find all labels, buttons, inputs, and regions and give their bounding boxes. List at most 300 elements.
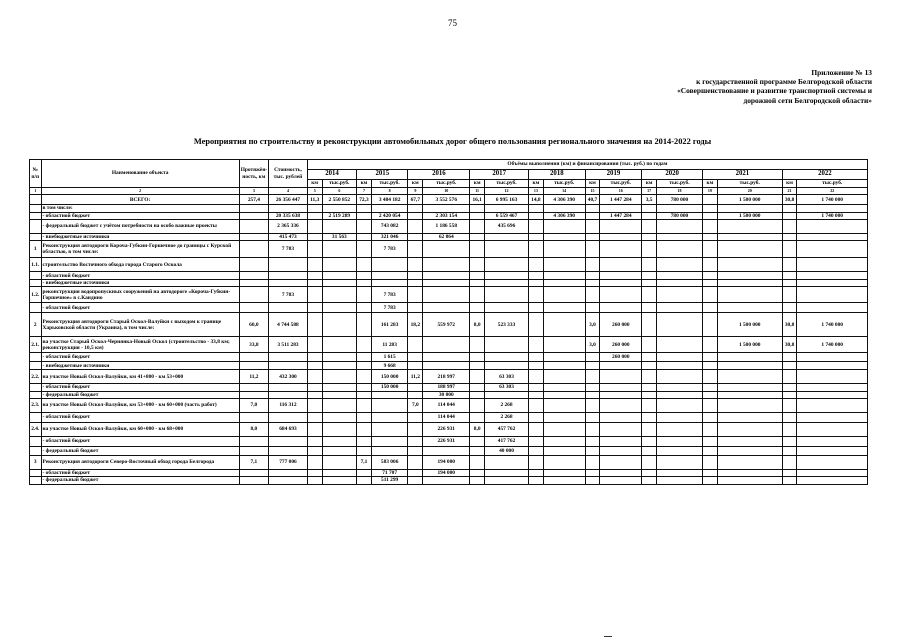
cell-amount (423, 258, 470, 272)
cell-km (470, 447, 485, 456)
row-cost (269, 258, 308, 272)
cell-amount (322, 205, 357, 212)
row-name: - областной бюджет (41, 413, 239, 423)
cell-km (307, 423, 322, 437)
cell-amount: 743 082 (371, 219, 408, 233)
row-number (30, 477, 42, 484)
cell-km (357, 384, 372, 391)
cell-km (408, 477, 423, 484)
cell-km (642, 413, 657, 423)
cell-amount (656, 272, 702, 280)
cell-km (585, 399, 600, 413)
cell-amount (600, 205, 642, 212)
cell-amount (600, 456, 642, 470)
cell-km: 3,5 (642, 195, 657, 205)
cell-km (642, 362, 657, 370)
cell-km (642, 337, 657, 353)
cell-km (585, 212, 600, 219)
cell-km (529, 280, 544, 287)
header-year: 2015 (357, 170, 408, 180)
cell-km (307, 399, 322, 413)
header-year: 2016 (408, 170, 470, 180)
cell-km (408, 241, 423, 258)
cell-amount (797, 258, 868, 272)
row-name: - федеральный бюджет (41, 447, 239, 456)
cell-km (307, 212, 322, 219)
cell-km (782, 447, 797, 456)
cell-amount: 71 707 (371, 470, 408, 477)
cell-amount: 1 500 000 (717, 212, 782, 219)
cell-km (357, 303, 372, 313)
cell-amount (797, 437, 868, 447)
cell-km (529, 477, 544, 484)
cell-km (642, 470, 657, 477)
cell-amount (717, 391, 782, 398)
cell-amount (543, 437, 585, 447)
cell-amount (543, 280, 585, 287)
row-cost (269, 384, 308, 391)
cell-km (782, 399, 797, 413)
cell-km (642, 447, 657, 456)
cell-km (408, 362, 423, 370)
table-row (30, 258, 868, 272)
row-number (30, 212, 42, 219)
cell-amount (797, 370, 868, 384)
cell-amount (656, 477, 702, 484)
cell-amount (797, 233, 868, 240)
page-mark (604, 636, 612, 637)
cell-amount (322, 423, 357, 437)
cell-km (782, 233, 797, 240)
cell-amount (485, 205, 529, 212)
cell-km (529, 205, 544, 212)
cell-km (357, 370, 372, 384)
cell-amount (423, 353, 470, 362)
cell-amount (485, 477, 529, 484)
cell-amount (371, 272, 408, 280)
table-row (30, 205, 868, 212)
row-number (30, 233, 42, 240)
row-number: 1.1. (30, 258, 42, 272)
cell-amount (717, 287, 782, 303)
cell-km (585, 477, 600, 484)
cell-km (307, 370, 322, 384)
cell-amount (717, 219, 782, 233)
cell-amount: 6 559 467 (485, 212, 529, 219)
cell-km (408, 272, 423, 280)
cell-km (642, 280, 657, 287)
cell-amount (371, 399, 408, 413)
cell-amount (600, 447, 642, 456)
cell-amount (322, 370, 357, 384)
cell-amount (717, 423, 782, 437)
cell-km (782, 205, 797, 212)
cell-amount (656, 423, 702, 437)
cell-km: 16,1 (470, 195, 485, 205)
cell-amount (656, 362, 702, 370)
cell-amount: 7 783 (371, 241, 408, 258)
cell-km (470, 272, 485, 280)
row-number: 2 (30, 313, 42, 337)
cell-km (642, 303, 657, 313)
row-name: в том числе: (41, 205, 239, 212)
cell-amount (797, 205, 868, 212)
header-unit-rub: тыс.руб. (656, 180, 702, 188)
table-row (30, 447, 868, 456)
cell-amount (600, 423, 642, 437)
header-unit-km: км (470, 180, 485, 188)
row-cost: 116 312 (269, 399, 308, 413)
cell-km (642, 423, 657, 437)
cell-amount (717, 384, 782, 391)
cell-amount (543, 272, 585, 280)
cell-amount (600, 362, 642, 370)
cell-km (357, 272, 372, 280)
cell-km (470, 233, 485, 240)
row-length: 257,4 (239, 195, 268, 205)
cell-km (642, 233, 657, 240)
cell-amount (717, 272, 782, 280)
cell-km (529, 353, 544, 362)
cell-km (307, 384, 322, 391)
cell-amount: 150 000 (371, 384, 408, 391)
column-index: 15 (585, 188, 600, 195)
header-volumes: Объёмы выполнения (км) и финансирования (тыс. руб.) по годам (307, 160, 867, 170)
cell-amount (371, 423, 408, 437)
row-cost: 2 365 336 (269, 219, 308, 233)
cell-amount (371, 205, 408, 212)
cell-km (703, 470, 718, 477)
cell-amount (543, 413, 585, 423)
cell-km (357, 313, 372, 337)
cell-km (585, 456, 600, 470)
cell-amount (543, 303, 585, 313)
cell-km (470, 370, 485, 384)
cell-km (357, 447, 372, 456)
cell-amount (485, 337, 529, 353)
cell-km (703, 437, 718, 447)
cell-amount (543, 205, 585, 212)
cell-amount (717, 303, 782, 313)
cell-amount (543, 233, 585, 240)
column-index: 4 (269, 188, 308, 195)
cell-km (703, 353, 718, 362)
cell-km (642, 391, 657, 398)
cell-km (782, 370, 797, 384)
cell-km (642, 258, 657, 272)
column-index: 10 (423, 188, 470, 195)
cell-amount (371, 437, 408, 447)
cell-km (782, 477, 797, 484)
cell-km: 7,1 (357, 456, 372, 470)
cell-amount (797, 477, 868, 484)
cell-km (470, 287, 485, 303)
cell-amount (656, 205, 702, 212)
row-name: реконструкция водопропускных сооружений на автодороге «Короча-Губкин-Горшечное» в с.Кандино (41, 287, 239, 303)
row-cost (269, 413, 308, 423)
cell-amount (371, 280, 408, 287)
row-length (239, 212, 268, 219)
cell-amount (717, 470, 782, 477)
table-row (30, 287, 868, 303)
cell-km (357, 477, 372, 484)
cell-km (408, 423, 423, 437)
cell-amount (797, 384, 868, 391)
cell-km (585, 423, 600, 437)
cell-amount (797, 303, 868, 313)
column-index: 12 (485, 188, 529, 195)
cell-amount: 2 303 154 (423, 212, 470, 219)
cell-amount (797, 287, 868, 303)
row-number (30, 413, 42, 423)
cell-km (703, 212, 718, 219)
cell-amount (423, 272, 470, 280)
table-row (30, 313, 868, 337)
header-unit-rub: тыс.руб. (797, 180, 868, 188)
row-length (239, 470, 268, 477)
cell-amount (485, 287, 529, 303)
cell-km (408, 447, 423, 456)
cell-amount: 511 299 (371, 477, 408, 484)
cell-amount (797, 456, 868, 470)
row-length (239, 384, 268, 391)
cell-km (529, 384, 544, 391)
row-number (30, 303, 42, 313)
cell-km (585, 391, 600, 398)
cell-km: 11,2 (408, 370, 423, 384)
cell-km (470, 391, 485, 398)
cell-amount: 226 931 (423, 423, 470, 437)
page-number: 75 (448, 18, 457, 28)
cell-km (585, 384, 600, 391)
cell-amount: 1 740 000 (797, 212, 868, 219)
cell-km (703, 384, 718, 391)
cell-amount (797, 399, 868, 413)
cell-amount (543, 477, 585, 484)
cell-km (307, 413, 322, 423)
table-row (30, 399, 868, 413)
cell-km (529, 370, 544, 384)
program-table (29, 159, 868, 485)
cell-km (470, 384, 485, 391)
row-number (30, 362, 42, 370)
cell-km (307, 241, 322, 258)
column-index: 21 (782, 188, 797, 195)
cell-km: 30,8 (782, 337, 797, 353)
cell-amount (797, 219, 868, 233)
cell-amount (543, 370, 585, 384)
header-name: Наименование объекта (41, 160, 239, 188)
table-row (30, 233, 868, 240)
row-name: Реконструкция автодороги Старый Оскол-Валуйки с выходом к границе Харьковской области (Украина), в том числе: (41, 313, 239, 337)
cell-km (529, 470, 544, 477)
table-row (30, 219, 868, 233)
cell-km (529, 233, 544, 240)
row-name: - областной бюджет (41, 437, 239, 447)
cell-km (782, 362, 797, 370)
cell-km (307, 280, 322, 287)
table-row (30, 413, 868, 423)
column-index: 7 (357, 188, 372, 195)
cell-km (782, 303, 797, 313)
cell-km (408, 391, 423, 398)
cell-amount (322, 391, 357, 398)
cell-km (782, 423, 797, 437)
cell-amount (423, 477, 470, 484)
cell-amount (797, 391, 868, 398)
appendix-line: к государственной программе Белгородской области (696, 77, 872, 87)
cell-amount: 1 500 000 (717, 337, 782, 353)
row-number (30, 353, 42, 362)
cell-km (782, 391, 797, 398)
row-length (239, 219, 268, 233)
cell-km (470, 470, 485, 477)
cell-km (703, 456, 718, 470)
cell-km (642, 241, 657, 258)
cell-km (307, 258, 322, 272)
cell-amount: 62 864 (423, 233, 470, 240)
cell-km (782, 272, 797, 280)
cell-amount (322, 313, 357, 337)
cell-amount (543, 384, 585, 391)
cell-amount (485, 258, 529, 272)
cell-km (529, 362, 544, 370)
cell-km (703, 477, 718, 484)
row-cost (269, 391, 308, 398)
header-year: 2018 (529, 170, 586, 180)
row-cost: 20 335 638 (269, 212, 308, 219)
row-length (239, 287, 268, 303)
cell-amount: 30 000 (423, 391, 470, 398)
cell-amount (656, 241, 702, 258)
row-number (30, 470, 42, 477)
cell-amount (797, 447, 868, 456)
cell-amount: 1 740 000 (797, 337, 868, 353)
cell-km (470, 413, 485, 423)
row-cost (269, 477, 308, 484)
cell-amount (485, 303, 529, 313)
column-index: 9 (408, 188, 423, 195)
cell-amount (717, 233, 782, 240)
cell-km (307, 233, 322, 240)
cell-km (408, 384, 423, 391)
cell-amount: 2 420 054 (371, 212, 408, 219)
column-index: 22 (797, 188, 868, 195)
cell-amount (322, 437, 357, 447)
cell-km (529, 423, 544, 437)
cell-km (703, 313, 718, 337)
row-name: строительство Восточного обхода города Старого Оскола (41, 258, 239, 272)
cell-amount: 1 740 000 (797, 313, 868, 337)
cell-amount: 583 006 (371, 456, 408, 470)
cell-amount: 3 552 576 (423, 195, 470, 205)
table-row (30, 241, 868, 258)
table-row (30, 470, 868, 477)
row-cost (269, 470, 308, 477)
cell-km (703, 303, 718, 313)
row-cost: 26 356 447 (269, 195, 308, 205)
row-cost (269, 303, 308, 313)
cell-amount: 559 972 (423, 313, 470, 337)
cell-amount (717, 370, 782, 384)
row-cost (269, 437, 308, 447)
cell-km (470, 241, 485, 258)
cell-km (585, 241, 600, 258)
cell-amount (600, 477, 642, 484)
cell-amount: 1 615 (371, 353, 408, 362)
cell-amount (322, 287, 357, 303)
table-row (30, 456, 868, 470)
cell-amount (600, 413, 642, 423)
cell-amount: 1 740 000 (797, 195, 868, 205)
row-cost: 7 783 (269, 241, 308, 258)
row-name: - областной бюджет (41, 384, 239, 391)
cell-km (585, 370, 600, 384)
cell-amount: 114 044 (423, 399, 470, 413)
cell-km (642, 384, 657, 391)
cell-amount (600, 241, 642, 258)
column-index: 14 (543, 188, 585, 195)
cell-amount (543, 241, 585, 258)
cell-amount: 63 303 (485, 384, 529, 391)
cell-km (357, 399, 372, 413)
row-name: - областной бюджет (41, 470, 239, 477)
header-unit-rub: тыс.руб. (717, 180, 782, 188)
row-length (239, 437, 268, 447)
cell-amount (423, 287, 470, 303)
table-row (30, 423, 868, 437)
column-index: 18 (656, 188, 702, 195)
row-cost (269, 205, 308, 212)
header-unit-km: км (307, 180, 322, 188)
cell-amount (322, 362, 357, 370)
row-length (239, 477, 268, 484)
cell-km (529, 399, 544, 413)
cell-km (357, 219, 372, 233)
cell-km (782, 437, 797, 447)
cell-km (408, 205, 423, 212)
table-row (30, 212, 868, 219)
cell-amount (656, 456, 702, 470)
cell-amount: 31 563 (322, 233, 357, 240)
header-unit-rub: тыс.руб. (322, 180, 357, 188)
row-length: 7,0 (239, 399, 268, 413)
cell-km (642, 477, 657, 484)
cell-amount: 7 783 (371, 303, 408, 313)
row-number (30, 272, 42, 280)
cell-km (642, 212, 657, 219)
column-index: 2 (41, 188, 239, 195)
cell-km (529, 303, 544, 313)
row-name: на участке Старый Оскол-Чернянка-Новый Оскол (строительство - 33,8 км; реконструкция - 10,5 км) (41, 337, 239, 353)
header-unit-km: км (529, 180, 544, 188)
cell-amount (717, 413, 782, 423)
cell-km (470, 477, 485, 484)
cell-amount: 780 000 (656, 195, 702, 205)
cell-km (307, 353, 322, 362)
cell-km (529, 447, 544, 456)
cell-km (408, 437, 423, 447)
cell-amount: 161 283 (371, 313, 408, 337)
cell-amount (543, 353, 585, 362)
cell-km (585, 470, 600, 477)
row-length (239, 447, 268, 456)
cell-amount (322, 272, 357, 280)
cell-amount: 3 484 182 (371, 195, 408, 205)
cell-km (307, 447, 322, 456)
table-row (30, 303, 868, 313)
cell-km (529, 219, 544, 233)
